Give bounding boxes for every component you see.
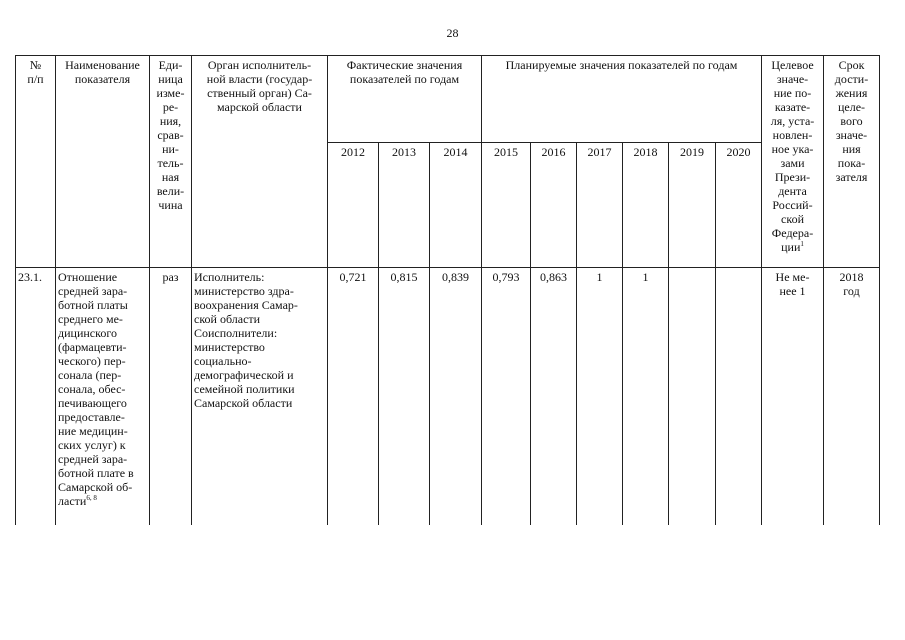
header-row-1 xyxy=(16,56,880,143)
header-deadline: Срок дости- жения целе- вого значе- ния пока- зателя xyxy=(824,56,880,268)
row-planned-2018: 1 xyxy=(623,268,669,526)
page-number: 28 xyxy=(446,26,459,40)
year-planned-2015: 2015 xyxy=(482,143,531,268)
row-planned-2016: 0,863 xyxy=(531,268,577,526)
header-authority: Орган исполнитель- ной власти (государ- ственный орган) Са- марской области xyxy=(192,56,328,268)
header-actual-values: Фактические значения показателей по годам xyxy=(328,56,482,143)
row-indicator-name xyxy=(56,268,150,526)
year-planned-2020: 2020 xyxy=(716,143,762,268)
table-row xyxy=(16,268,880,526)
year-actual-2014: 2014 xyxy=(430,143,482,268)
header-unit: Еди- ница изме- ре- ния, срав- ни- тель- ная вели- чина xyxy=(150,56,192,268)
row-actual-2014: 0,839 xyxy=(430,268,482,526)
year-actual-2012: 2012 xyxy=(328,143,379,268)
header-target-footnote: 1 xyxy=(800,240,804,248)
row-target-value: Не ме- нее 1 xyxy=(762,268,824,526)
row-planned-2015: 0,793 xyxy=(482,268,531,526)
header-target-value-text: Целевое значе- ние по- казате- ля, уста- новлен- ное ука- зами Прези- дента Россий- ской Федера- ции xyxy=(770,58,815,254)
year-planned-2019: 2019 xyxy=(669,143,716,268)
year-planned-2017: 2017 xyxy=(577,143,623,268)
row-actual-2012: 0,721 xyxy=(328,268,379,526)
header-indicator-name: Наименование показателя xyxy=(56,56,150,268)
row-indicator-footnote: 6, 8 xyxy=(86,494,97,502)
year-actual-2013: 2013 xyxy=(379,143,430,268)
row-planned-2019 xyxy=(669,268,716,526)
row-actual-2013: 0,815 xyxy=(379,268,430,526)
row-planned-2017: 1 xyxy=(577,268,623,526)
header-num: № п/п xyxy=(16,56,56,268)
header-planned-values: Планируемые значения показателей по годам xyxy=(482,56,762,143)
header-target-value xyxy=(762,56,824,268)
row-unit: раз xyxy=(150,268,192,526)
year-planned-2016: 2016 xyxy=(531,143,577,268)
row-num: 23.1. xyxy=(16,268,56,526)
row-indicator-name-text: Отношение средней зара- ботной платы среднего ме- дицинского (фармацевти- ческого) пер- сонала (пер- сонала, обес- печивающего предоставле- ние медицин- ских услуг) к средней зара- ботной плате в Самарской об- ласти xyxy=(58,270,134,508)
row-planned-2020 xyxy=(716,268,762,526)
row-deadline: 2018 год xyxy=(824,268,880,526)
year-planned-2018: 2018 xyxy=(623,143,669,268)
indicators-table xyxy=(15,55,880,525)
row-authority: Исполнитель: министерство здра- воохранения Самар- ской области Соисполнители: министерство социально- демографической и семейной политики Самарской области xyxy=(192,268,328,526)
